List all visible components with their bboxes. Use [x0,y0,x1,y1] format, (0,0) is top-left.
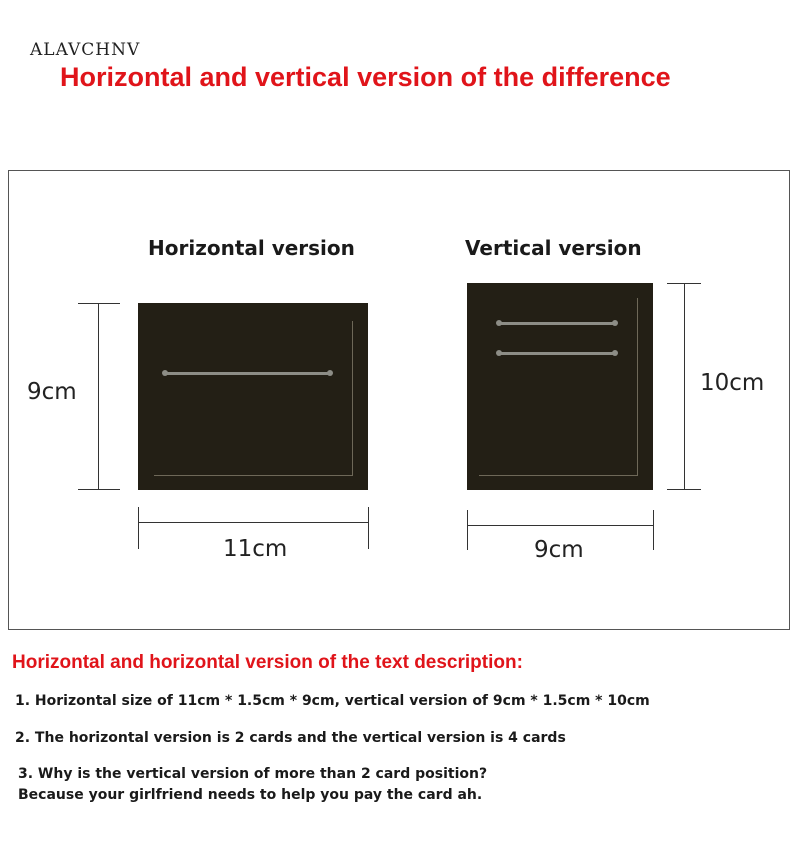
horizontal-height-label: 9cm [27,379,77,405]
description-line-3: 3. Why is the vertical version of more than 2 card position? [18,766,488,782]
width-tick-right [368,507,369,549]
description-line-1: 1. Horizontal size of 11cm * 1.5cm * 9cm, vertical version of 9cm * 1.5cm * 10cm [15,693,650,709]
vertical-card-holder [467,283,653,490]
description-title: Horizontal and horizontal version of the text description: [12,652,523,673]
inner-edge-horizontal [154,475,353,476]
card-slot [499,322,615,325]
vertical-height-label: 10cm [700,370,765,396]
inner-edge-vertical [352,321,353,476]
vertical-version-title: Vertical version [465,236,642,260]
height-tick-top [78,303,120,304]
card-slot [165,372,330,375]
description-line-4: Because your girlfriend needs to help you pay the card ah. [18,787,483,803]
brand-watermark: ALAVCHNV [30,40,141,60]
width-tick-left [138,507,139,549]
height-dimension-line [98,303,99,490]
comparison-panel [8,170,790,630]
horizontal-version-title: Horizontal version [148,236,355,260]
height-tick-bottom [78,489,120,490]
width-tick-left [467,510,468,550]
height-dimension-line [684,283,685,490]
inner-edge-horizontal [479,475,638,476]
horizontal-card-holder [138,303,368,490]
width-tick-right [653,510,654,550]
page-title: Horizontal and vertical version of the difference [60,62,671,92]
width-dimension-line [467,525,654,526]
vertical-width-label: 9cm [534,537,584,563]
description-line-2: 2. The horizontal version is 2 cards and the vertical version is 4 cards [15,730,566,746]
width-dimension-line [138,522,369,523]
height-tick-bottom [667,489,701,490]
horizontal-width-label: 11cm [223,536,288,562]
inner-edge-vertical [637,298,638,475]
card-slot [499,352,615,355]
